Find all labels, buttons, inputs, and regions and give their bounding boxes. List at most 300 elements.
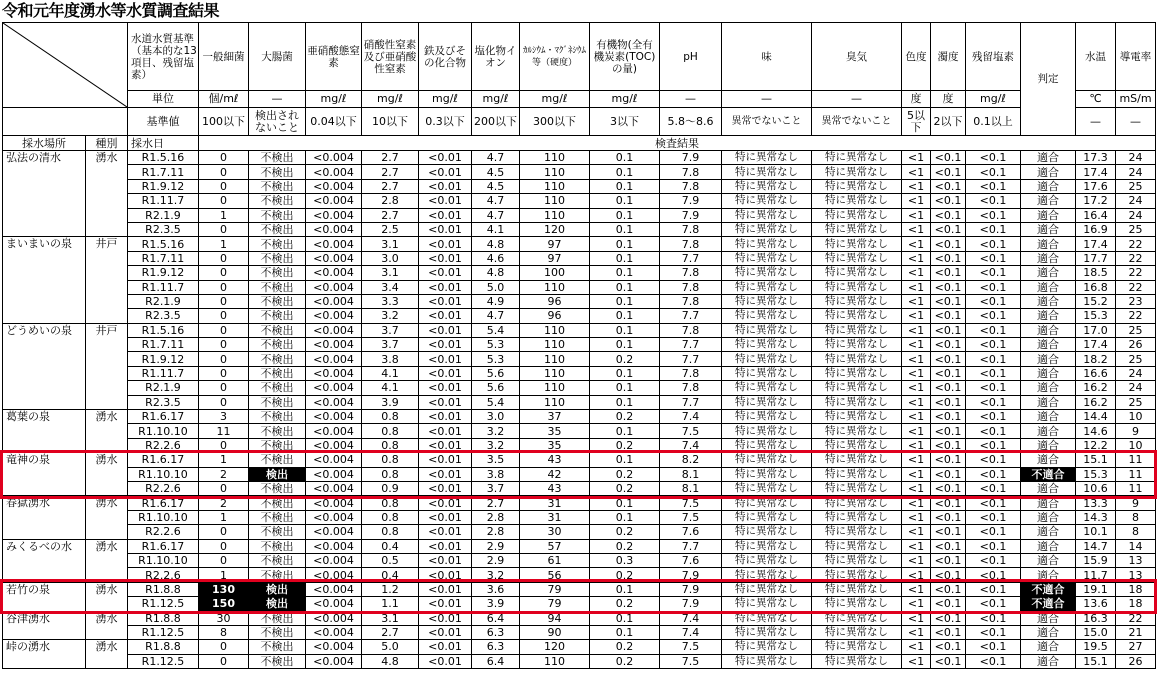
cell-judgment: 適合	[1021, 424, 1076, 438]
cell-chloride: 3.6	[472, 582, 520, 596]
cell-chlorine: <0.1	[966, 410, 1021, 424]
cell-color: <1	[902, 582, 931, 596]
cell-nitrite: <0.004	[306, 438, 362, 452]
cell-nitrite: <0.004	[306, 539, 362, 553]
cell-temperature: 17.3	[1076, 151, 1116, 165]
cell-temperature: 16.2	[1076, 381, 1116, 395]
table-row	[3, 481, 1156, 495]
cell-iron: <0.01	[419, 611, 472, 625]
cell-sample-date: R1.6.17	[128, 496, 199, 510]
cell-temperature: 15.3	[1076, 467, 1116, 481]
cell-turbidity: <0.1	[931, 294, 966, 308]
cell-hardness: 56	[520, 568, 590, 582]
cell-conductivity: 27	[1116, 640, 1156, 654]
site-type: 湧水	[86, 640, 128, 669]
cell-nitrate: 0.4	[362, 539, 419, 553]
cell-conductivity: 10	[1116, 438, 1156, 452]
cell-odor: 特に異常なし	[812, 266, 902, 280]
cell-chlorine: <0.1	[966, 510, 1021, 524]
cell-ecoli: 不検出	[249, 539, 306, 553]
table-row	[3, 251, 1156, 265]
cell-turbidity: <0.1	[931, 165, 966, 179]
cell-judgment: 適合	[1021, 179, 1076, 193]
cell-judgment: 適合	[1021, 294, 1076, 308]
cell-ecoli: 不検出	[249, 611, 306, 625]
cell-bacteria: 0	[199, 194, 249, 208]
cell-bacteria: 0	[199, 640, 249, 654]
cell-odor: 特に異常なし	[812, 352, 902, 366]
cell-iron: <0.01	[419, 625, 472, 639]
cell-taste: 特に異常なし	[722, 381, 812, 395]
cell-conductivity: 11	[1116, 467, 1156, 481]
cell-ph: 7.9	[660, 194, 722, 208]
table-row	[3, 395, 1156, 409]
cell-ph: 7.8	[660, 366, 722, 380]
cell-toc: 0.1	[590, 453, 660, 467]
cell-toc: 0.2	[590, 481, 660, 495]
cell-taste: 特に異常なし	[722, 481, 812, 495]
cell-ecoli: 不検出	[249, 525, 306, 539]
cell-temperature: 15.1	[1076, 654, 1116, 668]
table-row	[3, 525, 1156, 539]
header-col-taste: 味	[722, 23, 812, 91]
cell-nitrate: 2.8	[362, 194, 419, 208]
cell-chlorine: <0.1	[966, 366, 1021, 380]
cell-sample-date: R1.12.5	[128, 654, 199, 668]
cell-ph: 7.7	[660, 251, 722, 265]
cell-chloride: 6.3	[472, 625, 520, 639]
cell-turbidity: <0.1	[931, 582, 966, 596]
cell-chlorine: <0.1	[966, 381, 1021, 395]
cell-ph: 7.7	[660, 539, 722, 553]
cell-turbidity: <0.1	[931, 266, 966, 280]
cell-odor: 特に異常なし	[812, 453, 902, 467]
cell-judgment: 適合	[1021, 640, 1076, 654]
cell-bacteria: 0	[199, 381, 249, 395]
cell-temperature: 17.4	[1076, 237, 1116, 251]
header-col-temperature: 水温	[1076, 23, 1116, 91]
cell-nitrate: 0.8	[362, 496, 419, 510]
cell-bacteria: 0	[199, 395, 249, 409]
cell-ecoli: 不検出	[249, 266, 306, 280]
cell-sample-date: R1.12.5	[128, 597, 199, 611]
cell-taste: 特に異常なし	[722, 165, 812, 179]
cell-iron: <0.01	[419, 251, 472, 265]
cell-hardness: 100	[520, 266, 590, 280]
cell-nitrite: <0.004	[306, 266, 362, 280]
cell-nitrate: 0.4	[362, 568, 419, 582]
cell-nitrate: 4.1	[362, 366, 419, 380]
cell-sample-date: R1.5.16	[128, 237, 199, 251]
cell-temperature: 17.6	[1076, 179, 1116, 193]
cell-color: <1	[902, 251, 931, 265]
cell-iron: <0.01	[419, 438, 472, 452]
cell-ph: 8.1	[660, 481, 722, 495]
site-type: 湧水	[86, 496, 128, 539]
cell-sample-date: R1.6.17	[128, 539, 199, 553]
cell-temperature: 16.2	[1076, 395, 1116, 409]
cell-nitrate: 3.7	[362, 338, 419, 352]
cell-conductivity: 24	[1116, 208, 1156, 222]
cell-iron: <0.01	[419, 280, 472, 294]
site-type: 湧水	[86, 453, 128, 496]
cell-turbidity: <0.1	[931, 611, 966, 625]
cell-chloride: 3.2	[472, 568, 520, 582]
cell-chlorine: <0.1	[966, 194, 1021, 208]
cell-hardness: 110	[520, 165, 590, 179]
cell-ph: 7.8	[660, 381, 722, 395]
standard-cell: 200以下	[472, 108, 520, 136]
site-type: 井戸	[86, 237, 128, 323]
cell-temperature: 14.7	[1076, 539, 1116, 553]
cell-color: <1	[902, 654, 931, 668]
cell-judgment: 適合	[1021, 611, 1076, 625]
cell-judgment: 適合	[1021, 165, 1076, 179]
cell-ecoli: 不検出	[249, 151, 306, 165]
cell-chloride: 2.9	[472, 553, 520, 567]
cell-nitrite: <0.004	[306, 381, 362, 395]
cell-sample-date: R1.7.11	[128, 165, 199, 179]
cell-ph: 7.5	[660, 654, 722, 668]
cell-turbidity: <0.1	[931, 640, 966, 654]
header-col-chlorine: 残留塩素	[966, 23, 1021, 91]
cell-sample-date: R2.2.6	[128, 525, 199, 539]
cell-ecoli: 不検出	[249, 453, 306, 467]
cell-nitrite: <0.004	[306, 151, 362, 165]
cell-nitrate: 4.1	[362, 381, 419, 395]
cell-temperature: 15.3	[1076, 309, 1116, 323]
table-row	[3, 539, 1156, 553]
cell-odor: 特に異常なし	[812, 194, 902, 208]
header-standard-name: 水道水質基準（基本的な13項目、残留塩素）	[128, 23, 199, 91]
cell-ph: 7.6	[660, 525, 722, 539]
standard-conductivity: —	[1116, 108, 1156, 136]
cell-temperature: 16.8	[1076, 280, 1116, 294]
cell-iron: <0.01	[419, 151, 472, 165]
cell-judgment: 不適合	[1021, 597, 1076, 611]
cell-ph: 7.8	[660, 222, 722, 236]
cell-color: <1	[902, 525, 931, 539]
cell-nitrate: 5.0	[362, 640, 419, 654]
cell-nitrite: <0.004	[306, 597, 362, 611]
cell-sample-date: R1.6.17	[128, 453, 199, 467]
table-row	[3, 453, 1156, 467]
cell-turbidity: <0.1	[931, 251, 966, 265]
cell-chlorine: <0.1	[966, 395, 1021, 409]
cell-nitrite: <0.004	[306, 323, 362, 337]
cell-taste: 特に異常なし	[722, 611, 812, 625]
cell-taste: 特に異常なし	[722, 294, 812, 308]
cell-iron: <0.01	[419, 381, 472, 395]
cell-ecoli: 不検出	[249, 294, 306, 308]
cell-hardness: 110	[520, 395, 590, 409]
cell-conductivity: 23	[1116, 294, 1156, 308]
cell-chloride: 4.7	[472, 194, 520, 208]
cell-chlorine: <0.1	[966, 309, 1021, 323]
cell-temperature: 11.7	[1076, 568, 1116, 582]
standard-cell: 0.04以下	[306, 108, 362, 136]
cell-turbidity: <0.1	[931, 309, 966, 323]
header-diagonal-cell	[3, 23, 128, 108]
cell-ph: 7.8	[660, 294, 722, 308]
cell-toc: 0.1	[590, 625, 660, 639]
cell-turbidity: <0.1	[931, 338, 966, 352]
table-row	[3, 510, 1156, 524]
cell-temperature: 15.1	[1076, 453, 1116, 467]
table-row	[3, 553, 1156, 567]
cell-turbidity: <0.1	[931, 222, 966, 236]
cell-ecoli: 不検出	[249, 251, 306, 265]
cell-conductivity: 22	[1116, 251, 1156, 265]
cell-color: <1	[902, 453, 931, 467]
cell-odor: 特に異常なし	[812, 338, 902, 352]
cell-ecoli: 不検出	[249, 424, 306, 438]
cell-taste: 特に異常なし	[722, 496, 812, 510]
cell-sample-date: R1.10.10	[128, 553, 199, 567]
cell-color: <1	[902, 611, 931, 625]
table-row	[3, 266, 1156, 280]
cell-taste: 特に異常なし	[722, 323, 812, 337]
cell-bacteria: 1	[199, 453, 249, 467]
cell-iron: <0.01	[419, 568, 472, 582]
cell-color: <1	[902, 481, 931, 495]
table-row	[3, 438, 1156, 452]
cell-toc: 0.1	[590, 309, 660, 323]
cell-chloride: 4.5	[472, 165, 520, 179]
cell-hardness: 110	[520, 366, 590, 380]
cell-bacteria: 2	[199, 467, 249, 481]
unit-cell: mg/ℓ	[472, 91, 520, 108]
cell-chlorine: <0.1	[966, 625, 1021, 639]
cell-chlorine: <0.1	[966, 539, 1021, 553]
cell-bacteria: 130	[199, 582, 249, 596]
cell-hardness: 35	[520, 424, 590, 438]
cell-conductivity: 14	[1116, 539, 1156, 553]
cell-conductivity: 26	[1116, 338, 1156, 352]
cell-nitrate: 2.5	[362, 222, 419, 236]
cell-nitrite: <0.004	[306, 165, 362, 179]
site-name: 竜神の泉	[3, 453, 86, 496]
table-row	[3, 381, 1156, 395]
cell-color: <1	[902, 510, 931, 524]
cell-odor: 特に異常なし	[812, 280, 902, 294]
cell-nitrate: 0.8	[362, 424, 419, 438]
cell-ecoli: 不検出	[249, 654, 306, 668]
site-name: 峠の湧水	[3, 640, 86, 669]
cell-chlorine: <0.1	[966, 179, 1021, 193]
table-row	[3, 625, 1156, 639]
cell-temperature: 13.6	[1076, 597, 1116, 611]
cell-nitrite: <0.004	[306, 410, 362, 424]
cell-bacteria: 1	[199, 568, 249, 582]
table-row	[3, 467, 1156, 481]
cell-color: <1	[902, 410, 931, 424]
standard-temperature: —	[1076, 108, 1116, 136]
cell-toc: 0.1	[590, 294, 660, 308]
cell-bacteria: 8	[199, 625, 249, 639]
cell-turbidity: <0.1	[931, 410, 966, 424]
cell-judgment: 適合	[1021, 625, 1076, 639]
cell-sample-date: R2.1.9	[128, 208, 199, 222]
cell-conductivity: 25	[1116, 179, 1156, 193]
cell-nitrite: <0.004	[306, 194, 362, 208]
cell-odor: 特に異常なし	[812, 294, 902, 308]
unit-temperature: ℃	[1076, 91, 1116, 108]
cell-odor: 特に異常なし	[812, 151, 902, 165]
cell-taste: 特に異常なし	[722, 194, 812, 208]
table-row	[3, 309, 1156, 323]
cell-ecoli: 検出	[249, 582, 306, 596]
cell-ph: 7.7	[660, 352, 722, 366]
site-name: みくるべの水	[3, 539, 86, 582]
cell-chlorine: <0.1	[966, 165, 1021, 179]
table-row	[3, 424, 1156, 438]
cell-odor: 特に異常なし	[812, 208, 902, 222]
cell-bacteria: 0	[199, 266, 249, 280]
cell-bacteria: 1	[199, 237, 249, 251]
cell-bacteria: 0	[199, 251, 249, 265]
cell-hardness: 31	[520, 496, 590, 510]
cell-toc: 0.2	[590, 597, 660, 611]
unit-cell: —	[660, 91, 722, 108]
cell-color: <1	[902, 179, 931, 193]
cell-bacteria: 0	[199, 309, 249, 323]
cell-ecoli: 不検出	[249, 194, 306, 208]
cell-chloride: 5.6	[472, 381, 520, 395]
header-col-odor: 臭気	[812, 23, 902, 91]
cell-bacteria: 0	[199, 438, 249, 452]
cell-nitrite: <0.004	[306, 654, 362, 668]
cell-sample-date: R2.1.9	[128, 381, 199, 395]
site-name: 弘法の清水	[3, 151, 86, 237]
cell-ph: 7.5	[660, 424, 722, 438]
cell-bacteria: 0	[199, 525, 249, 539]
cell-temperature: 14.4	[1076, 410, 1116, 424]
cell-odor: 特に異常なし	[812, 539, 902, 553]
cell-chlorine: <0.1	[966, 611, 1021, 625]
cell-nitrite: <0.004	[306, 309, 362, 323]
table-row	[3, 568, 1156, 582]
cell-nitrate: 2.7	[362, 208, 419, 222]
cell-color: <1	[902, 208, 931, 222]
site-name: 谷津湧水	[3, 611, 86, 640]
cell-ecoli: 不検出	[249, 237, 306, 251]
cell-color: <1	[902, 352, 931, 366]
cell-color: <1	[902, 366, 931, 380]
cell-sample-date: R1.8.8	[128, 640, 199, 654]
cell-taste: 特に異常なし	[722, 640, 812, 654]
cell-chlorine: <0.1	[966, 438, 1021, 452]
cell-hardness: 31	[520, 510, 590, 524]
cell-turbidity: <0.1	[931, 323, 966, 337]
cell-conductivity: 22	[1116, 309, 1156, 323]
cell-nitrate: 3.3	[362, 294, 419, 308]
cell-chloride: 5.6	[472, 366, 520, 380]
cell-chloride: 2.8	[472, 525, 520, 539]
cell-conductivity: 10	[1116, 410, 1156, 424]
cell-temperature: 10.6	[1076, 481, 1116, 495]
cell-nitrite: <0.004	[306, 582, 362, 596]
cell-bacteria: 30	[199, 611, 249, 625]
cell-ph: 7.7	[660, 338, 722, 352]
cell-odor: 特に異常なし	[812, 525, 902, 539]
cell-temperature: 18.5	[1076, 266, 1116, 280]
table-row	[3, 280, 1156, 294]
cell-iron: <0.01	[419, 222, 472, 236]
cell-hardness: 35	[520, 438, 590, 452]
cell-color: <1	[902, 165, 931, 179]
cell-ph: 8.1	[660, 467, 722, 481]
cell-conductivity: 22	[1116, 280, 1156, 294]
cell-hardness: 110	[520, 654, 590, 668]
header-col-ecoli: 大腸菌	[249, 23, 306, 91]
cell-odor: 特に異常なし	[812, 510, 902, 524]
cell-turbidity: <0.1	[931, 208, 966, 222]
cell-iron: <0.01	[419, 352, 472, 366]
cell-turbidity: <0.1	[931, 597, 966, 611]
cell-turbidity: <0.1	[931, 553, 966, 567]
cell-taste: 特に異常なし	[722, 366, 812, 380]
cell-nitrite: <0.004	[306, 640, 362, 654]
cell-toc: 0.1	[590, 179, 660, 193]
cell-sample-date: R1.6.17	[128, 410, 199, 424]
cell-iron: <0.01	[419, 654, 472, 668]
cell-taste: 特に異常なし	[722, 568, 812, 582]
cell-turbidity: <0.1	[931, 496, 966, 510]
standard-cell: 0.3以下	[419, 108, 472, 136]
cell-ph: 7.4	[660, 625, 722, 639]
cell-nitrate: 0.8	[362, 525, 419, 539]
table-row	[3, 338, 1156, 352]
cell-toc: 0.2	[590, 539, 660, 553]
cell-judgment: 適合	[1021, 194, 1076, 208]
cell-iron: <0.01	[419, 323, 472, 337]
cell-nitrate: 3.8	[362, 352, 419, 366]
cell-ecoli: 検出	[249, 597, 306, 611]
cell-iron: <0.01	[419, 525, 472, 539]
cell-taste: 特に異常なし	[722, 525, 812, 539]
cell-chlorine: <0.1	[966, 424, 1021, 438]
cell-toc: 0.2	[590, 352, 660, 366]
cell-color: <1	[902, 381, 931, 395]
cell-nitrate: 0.8	[362, 467, 419, 481]
cell-conductivity: 11	[1116, 481, 1156, 495]
cell-ecoli: 不検出	[249, 309, 306, 323]
unit-cell: —	[722, 91, 812, 108]
cell-chloride: 5.4	[472, 323, 520, 337]
cell-judgment: 適合	[1021, 280, 1076, 294]
cell-ph: 7.8	[660, 165, 722, 179]
cell-hardness: 110	[520, 280, 590, 294]
cell-turbidity: <0.1	[931, 194, 966, 208]
standard-cell: 3以下	[590, 108, 660, 136]
cell-hardness: 110	[520, 323, 590, 337]
cell-judgment: 適合	[1021, 525, 1076, 539]
cell-color: <1	[902, 395, 931, 409]
cell-color: <1	[902, 424, 931, 438]
cell-toc: 0.1	[590, 496, 660, 510]
cell-judgment: 不適合	[1021, 582, 1076, 596]
cell-ecoli: 不検出	[249, 179, 306, 193]
cell-judgment: 適合	[1021, 553, 1076, 567]
cell-ecoli: 不検出	[249, 165, 306, 179]
cell-nitrate: 4.8	[362, 654, 419, 668]
cell-ph: 7.8	[660, 237, 722, 251]
cell-odor: 特に異常なし	[812, 251, 902, 265]
cell-temperature: 16.4	[1076, 208, 1116, 222]
cell-hardness: 97	[520, 251, 590, 265]
cell-conductivity: 25	[1116, 222, 1156, 236]
